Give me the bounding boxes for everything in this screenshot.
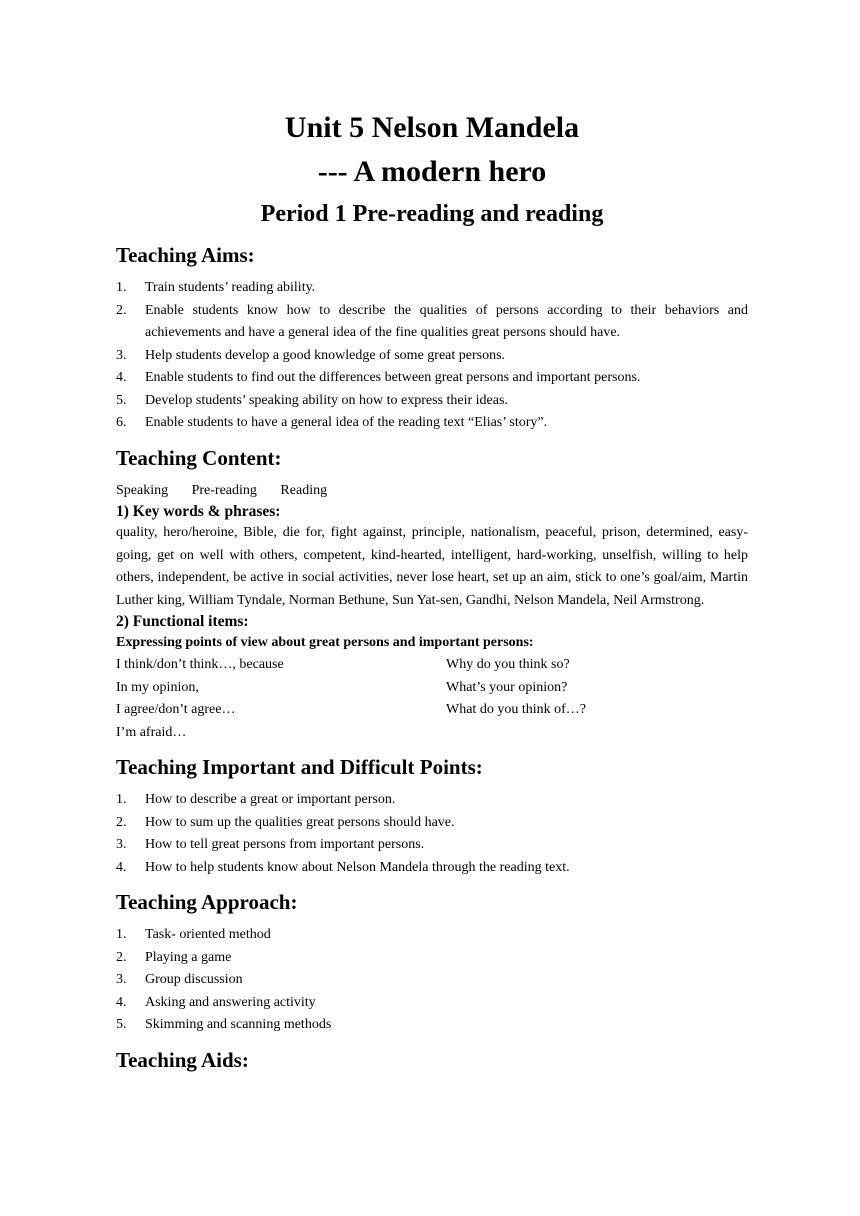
document-page — [116, 106, 748, 1082]
functional-items-heading: 2) Functional items: — [116, 613, 249, 630]
item-number: 6. — [116, 415, 127, 430]
item-number: 5. — [116, 1017, 127, 1032]
item-text: Skimming and scanning methods — [145, 1017, 332, 1032]
item-number: 1. — [116, 792, 127, 807]
item-number: 1. — [116, 927, 127, 942]
content-part-speaking: Speaking — [116, 482, 169, 498]
item-text: Asking and answering activity — [145, 994, 316, 1010]
item-text: Help students develop a good knowledge of some great persons. — [145, 347, 506, 363]
item-text: Train students’ reading ability. — [145, 280, 316, 295]
list-item — [116, 367, 748, 390]
expression-right: What do you think of…? — [446, 702, 586, 717]
teaching-aids-heading: Teaching Aids: — [116, 1047, 249, 1072]
functional-items-subheading: Expressing points of view about great persons and important persons: — [116, 635, 534, 650]
teaching-aims-heading: Teaching Aims: — [116, 243, 255, 267]
item-number: 3. — [116, 972, 127, 987]
list-item — [116, 992, 748, 1015]
teaching-approach-heading: Teaching Approach: — [116, 890, 298, 914]
functional-expressions — [116, 654, 748, 744]
list-item — [116, 834, 748, 857]
list-item — [116, 277, 748, 300]
item-number: 5. — [116, 392, 127, 408]
item-number: 4. — [116, 994, 127, 1010]
item-text: How to describe a great or important person. — [145, 792, 396, 807]
expression-right: Why do you think so? — [446, 657, 570, 672]
expression-left: I’m afraid… — [116, 724, 187, 740]
list-item — [116, 969, 748, 992]
key-words-heading: 1) Key words & phrases: — [116, 503, 281, 520]
list-item — [116, 789, 748, 812]
content-parts — [116, 480, 748, 503]
list-item — [116, 412, 748, 435]
item-text: Enable students to find out the differences between great persons and important persons. — [145, 370, 641, 385]
item-number: 1. — [116, 280, 127, 295]
list-item — [116, 924, 748, 947]
list-item — [116, 1014, 748, 1037]
period-title: Period 1 Pre-reading and reading — [260, 201, 604, 227]
item-text: Task- oriented method — [145, 927, 271, 942]
key-words-text: quality, hero/heroine, Bible, die for, fight against, principle, nationalism, peaceful, prison, determined, easy-going, get on well with others, competent, kind-hearted, intelligent, hard-working, unselfish, willing to help others, independent, be active in social activities, never lose heart, set up an aim, stick to one’s goal/aim, Martin Luther king, William Tyndale, Norman Bethune, Sun Yat-sen, Gandhi, Nelson Mandela, Neil Armstrong. — [116, 525, 748, 608]
list-item — [116, 300, 748, 345]
list-item — [116, 390, 748, 413]
document-subtitle: --- A modern hero — [317, 155, 547, 188]
item-number: 3. — [116, 347, 127, 363]
list-item — [116, 812, 748, 835]
item-text: How to tell great persons from important persons. — [145, 837, 425, 852]
important-points-heading: Teaching Important and Difficult Points: — [116, 755, 483, 779]
teaching-content-heading: Teaching Content: — [116, 445, 282, 470]
list-item — [116, 947, 748, 970]
list-item — [116, 857, 748, 880]
item-number: 4. — [116, 859, 127, 875]
item-text: Enable students to have a general idea of the reading text “Elias’ story”. — [145, 415, 548, 430]
item-number: 4. — [116, 370, 127, 385]
item-text: Group discussion — [145, 972, 243, 987]
item-number: 2. — [116, 814, 127, 830]
item-text: Enable students know how to describe the qualities of persons according to their behaviors and achievements and have a general idea of the fine qualities great persons should have. — [145, 302, 748, 340]
expression-left: In my opinion, — [116, 679, 199, 695]
item-number: 2. — [116, 302, 127, 318]
item-text: Develop students’ speaking ability on how to express their ideas. — [145, 392, 508, 408]
teaching-aims-list — [116, 277, 748, 435]
expression-right: What’s your opinion? — [446, 679, 568, 695]
content-part-pre-reading: Pre-reading — [191, 482, 257, 498]
expression-right — [446, 722, 748, 745]
content-part-reading: Reading — [280, 482, 328, 498]
document-title: Unit 5 Nelson Mandela — [284, 111, 580, 144]
important-points-list — [116, 789, 748, 879]
item-text: Playing a game — [145, 949, 232, 965]
expression-left: I agree/don’t agree… — [116, 702, 236, 717]
item-number: 2. — [116, 949, 127, 965]
list-item — [116, 345, 748, 368]
teaching-approach-list — [116, 924, 748, 1037]
item-text: How to help students know about Nelson Mandela through the reading text. — [145, 859, 570, 875]
item-number: 3. — [116, 837, 127, 852]
expression-left: I think/don’t think…, because — [116, 657, 284, 672]
item-text: How to sum up the qualities great persons should have. — [145, 814, 455, 830]
